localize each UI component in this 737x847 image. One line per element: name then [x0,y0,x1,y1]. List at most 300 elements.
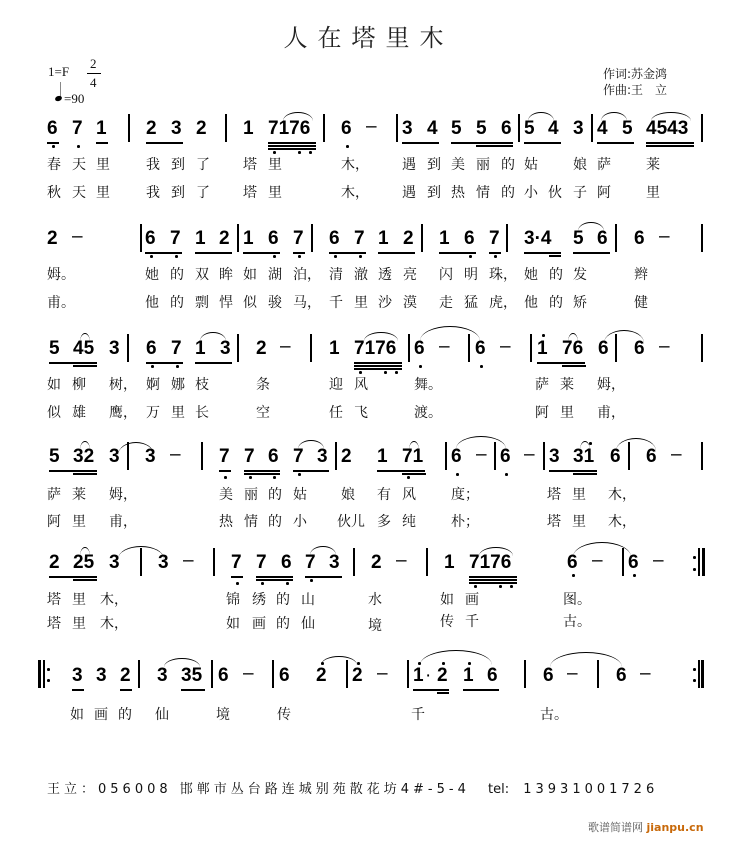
note: 7176 [469,552,512,573]
lyric: 柳 [72,377,86,393]
lyric: 子 [573,185,587,201]
lyric: 的 [170,295,184,311]
barline [494,442,496,470]
lyric: 走 [439,295,453,311]
dot-augmentation: · [425,665,432,686]
lyric: 古。 [540,707,568,723]
lyric: 秋 [47,185,61,201]
lyric: 绣 [252,592,266,608]
barline [615,334,617,362]
note: 3 [329,552,340,573]
lyric: 沙 [378,295,392,311]
tie [420,326,480,341]
barline [597,660,599,688]
underline [146,362,183,364]
underline [195,362,232,364]
low-dot [273,476,276,479]
note: 5 [49,446,60,467]
watermark-site-name: 歌谱简谱网 [588,821,643,834]
note: 6 [616,665,627,686]
low-dot [505,473,508,476]
underline [146,142,183,144]
underline [268,145,316,147]
note: 1 [96,118,107,139]
note: 6 [501,118,512,139]
lyric: 她 [145,267,159,283]
lyric: 如 [226,616,240,632]
lyric: 迎 [329,377,343,393]
lyric: 眸 [219,267,233,283]
lyric: 萨 [47,487,61,503]
note: 2 [341,446,352,467]
note: 3 [157,665,168,686]
lyric: 丽 [476,157,490,173]
dash: – [439,336,450,357]
note: 6 [598,338,609,359]
lyric: 的 [268,514,282,530]
dash: – [659,226,670,247]
note: 3 [317,446,328,467]
barline [140,548,142,576]
low-dot [236,582,239,585]
note: 7176 [354,338,397,359]
note: 2 [256,338,267,359]
dash: – [183,550,194,571]
lyric: 塔 [47,616,61,632]
lyric: 风 [354,377,368,393]
note: 6 [543,665,554,686]
barline [127,442,129,470]
underline [549,255,561,257]
lyric: 天 [72,185,86,201]
note: 6 [634,338,645,359]
dash: – [592,550,603,571]
underline [293,470,329,472]
underline [256,579,293,581]
note: 3 [109,446,120,467]
slur [601,112,627,121]
note: 5 [476,118,487,139]
lyric: 闪 [439,267,453,283]
barline [201,442,203,470]
note: 1 [195,338,206,359]
lyric: 虎， [489,295,517,311]
note: 7 [354,228,365,249]
tie [550,652,622,667]
high-dot [589,442,592,445]
slur [283,112,313,121]
note: 2 [49,552,60,573]
note: 1 [444,552,455,573]
lyric: 空 [256,405,270,421]
lyric: 枝 [195,377,209,393]
composer-credit: 作曲:王 立 [603,83,668,97]
lyric: 热 [451,185,465,201]
underline [524,142,561,144]
underline [73,473,97,475]
underline [437,692,449,694]
lyric: 亮 [403,267,417,283]
lyric: 任 [329,405,343,421]
barline [335,442,337,470]
note: 6 [268,446,279,467]
time-signature-bottom: 4 [90,75,97,90]
tempo-marking: =90 [64,91,85,106]
start-repeat-barline [43,660,45,688]
note: 2 [196,118,207,139]
note: 2 [120,665,131,686]
high-dot [542,334,545,337]
lyric: 阿 [535,405,549,421]
lyric: 阿 [597,185,611,201]
lyric: 飞 [354,405,368,421]
repeat-dot [693,556,696,559]
note: 32 [73,446,95,467]
lyric: 莱 [646,157,660,173]
lyric: 漠 [403,295,417,311]
contact-info [47,778,658,797]
note: 6 [487,665,498,686]
lyric: 千 [465,614,479,630]
dash: – [500,336,511,357]
underline [49,576,97,578]
lyric: 珠， [489,267,517,283]
lyric: 甫。 [47,295,75,311]
lyric: 阿 [47,514,61,530]
dash: – [671,444,682,465]
slur [651,112,691,121]
lyric: 了 [196,157,210,173]
note: 1 [243,228,254,249]
lyric: 画 [94,707,108,723]
low-dot [469,255,472,258]
tel-number: 13931001726 [523,782,659,797]
note: 2 [371,552,382,573]
underline [96,142,108,144]
barline [353,548,355,576]
lyric: 小 [293,514,307,530]
barline [237,334,239,362]
lyric: 明 [464,267,478,283]
lyric: 里 [354,295,368,311]
dash: – [366,116,377,137]
note: 4 [427,118,438,139]
barline [615,224,617,252]
barline [128,114,130,142]
underline [562,365,586,367]
barline [396,114,398,142]
start-repeat-barline-thick [38,660,41,688]
slur [420,650,492,665]
lyric: 山 [301,592,315,608]
note: 1 [463,665,474,686]
underline [354,362,402,364]
low-dot [286,582,289,585]
end-repeat-barline [698,548,700,576]
note: 6 [475,338,486,359]
lyric: 美 [219,487,233,503]
lyric: 我 [146,185,160,201]
barline [518,114,520,142]
note: 6 [610,446,621,467]
note: 7 [244,446,255,467]
dash: – [377,663,388,684]
note: 2 [146,118,157,139]
underline [597,142,634,144]
underline [329,252,366,254]
lyric: 里 [96,157,110,173]
lyric: 木， [100,616,128,632]
lyric: 的 [118,707,132,723]
lyric: 雄 [72,405,86,421]
lyric: 辫 [634,267,648,283]
barline [213,548,215,576]
slur [80,441,90,450]
note: 7 [293,228,304,249]
slur [578,222,604,231]
lyric: 千 [329,295,343,311]
lyric: 春 [47,157,61,173]
lyric: 塔 [547,487,561,503]
high-dot [357,662,360,665]
note: 7 [293,446,304,467]
lyric: 的 [268,487,282,503]
end-repeat-barline-thick [701,660,704,688]
low-dot [298,473,301,476]
lyric: 里 [72,616,86,632]
underline [573,473,597,475]
quarter-note-icon [54,95,62,102]
note: 3 [573,118,584,139]
barline [445,442,447,470]
low-dot [480,365,483,368]
lyric: 传 [440,614,454,630]
low-dot [176,365,179,368]
underline [476,145,513,147]
lyric: 天 [72,157,86,173]
low-dot [298,255,301,258]
lyric: 小 [524,185,538,201]
lyric: 风 [402,487,416,503]
note: 3 [402,118,413,139]
lyric: 的 [170,267,184,283]
low-dot [407,476,410,479]
note: 76 [562,338,584,359]
underline [145,252,182,254]
underline [73,579,97,581]
lyric: 湖 [268,267,282,283]
lyric: 里 [268,157,282,173]
note: 2 [316,665,327,686]
tel-label: tel: [488,782,510,797]
note: 7 [219,446,230,467]
end-repeat-barline-thick [702,548,705,576]
slur [80,333,90,342]
note: 1 [243,118,254,139]
underline [219,470,231,472]
barline [310,334,312,362]
low-dot [572,574,575,577]
barline [622,548,624,576]
lyric: 矫 [573,295,587,311]
note: 4543 [646,118,689,139]
underline [469,579,517,581]
lyric: 猛 [464,295,478,311]
barline [426,548,428,576]
underline [354,368,402,370]
underline [195,252,232,254]
note: 3·4 [524,228,552,249]
dash: – [659,336,670,357]
dash: – [396,550,407,571]
lyric: 里 [572,514,586,530]
barline [311,224,313,252]
dash: – [640,663,651,684]
lyric: 到 [427,185,441,201]
low-dot [52,145,55,148]
note: 3 [72,665,83,686]
lyric: 塔 [547,514,561,530]
lyric: 姆。 [47,267,75,283]
underline [646,145,694,147]
lyric: 娘 [573,157,587,173]
underline [293,252,305,254]
underline [47,142,59,144]
lyric: 的 [549,295,563,311]
underline [451,142,513,144]
tie [321,656,357,665]
note: 6 [646,446,657,467]
slur [310,546,336,555]
low-dot [359,371,362,374]
lyric: 到 [171,185,185,201]
note: 6 [279,665,290,686]
underline [49,470,97,472]
barline [408,334,410,362]
low-dot [273,151,276,154]
barline [506,224,508,252]
lyric: 到 [171,157,185,173]
note: 6 [281,552,292,573]
low-dot [384,371,387,374]
dash: – [243,663,254,684]
lyric: 渡。 [414,405,442,421]
lyric: 丽 [244,487,258,503]
note: 6 [451,446,462,467]
note: 7 [231,552,242,573]
note: 6 [500,446,511,467]
lyric: 仙 [155,707,169,723]
barline [701,224,703,252]
barline [140,224,142,252]
slur [568,333,578,342]
lyric: 木， [608,514,636,530]
low-dot [334,255,337,258]
note: 71 [402,446,424,467]
lyric: 的 [501,185,515,201]
lyric: 发 [573,267,587,283]
lyric: 清 [329,267,343,283]
slur [364,332,398,341]
lyric: 的 [276,616,290,632]
low-dot [499,585,502,588]
low-dot [346,145,349,148]
lyric: 境 [216,707,230,723]
underline [244,473,280,475]
barline [346,660,348,688]
low-dot [310,579,313,582]
lyric: 如 [440,592,454,608]
lyric: 剽 [195,295,209,311]
underline [73,365,97,367]
lyric: 如 [47,377,61,393]
note: 7 [171,338,182,359]
lyric: 传 [277,707,291,723]
lyric: 马， [293,295,321,311]
lyric: 了 [196,185,210,201]
slur [409,441,419,450]
low-dot [633,574,636,577]
lyric: 透 [378,267,392,283]
underline [469,576,517,578]
lyric: 他 [524,295,538,311]
lyric: 里 [96,185,110,201]
lyric: 塔 [243,185,257,201]
lyric: 的 [549,267,563,283]
underline [463,689,499,691]
note: 7 [72,118,83,139]
lyric: 姑 [524,157,538,173]
barline [530,334,532,362]
note: 6 [268,228,279,249]
lyric: 甫， [109,514,137,530]
lyric: 的 [276,592,290,608]
note: 3 [549,446,560,467]
note: 5 [524,118,535,139]
barline [524,660,526,688]
lyric: 树， [109,377,137,393]
underline [573,252,610,254]
slur [298,440,324,449]
repeat-dot [693,679,696,682]
dash: – [524,444,535,465]
note: 35 [181,665,203,686]
note: 31 [573,446,595,467]
low-dot [224,476,227,479]
underline [524,252,561,254]
lyric: 画 [465,592,479,608]
note: 2 [352,665,363,686]
low-dot [456,473,459,476]
lyric: 情 [244,514,258,530]
note: 5 [573,228,584,249]
watermark-domain: jianpu.cn [646,821,704,834]
slur [479,547,513,556]
barline [701,334,703,362]
note: 3 [109,552,120,573]
underline [537,362,585,364]
song-title: 人在塔里木 [283,24,454,52]
underline [377,470,425,472]
lyric: 莱 [72,487,86,503]
lyric: 舞。 [414,377,442,393]
barline [407,660,409,688]
note: 3 [145,446,156,467]
underline [305,576,342,578]
barline [225,114,227,142]
end-repeat-barline [698,660,700,688]
note: 1 [537,338,548,359]
